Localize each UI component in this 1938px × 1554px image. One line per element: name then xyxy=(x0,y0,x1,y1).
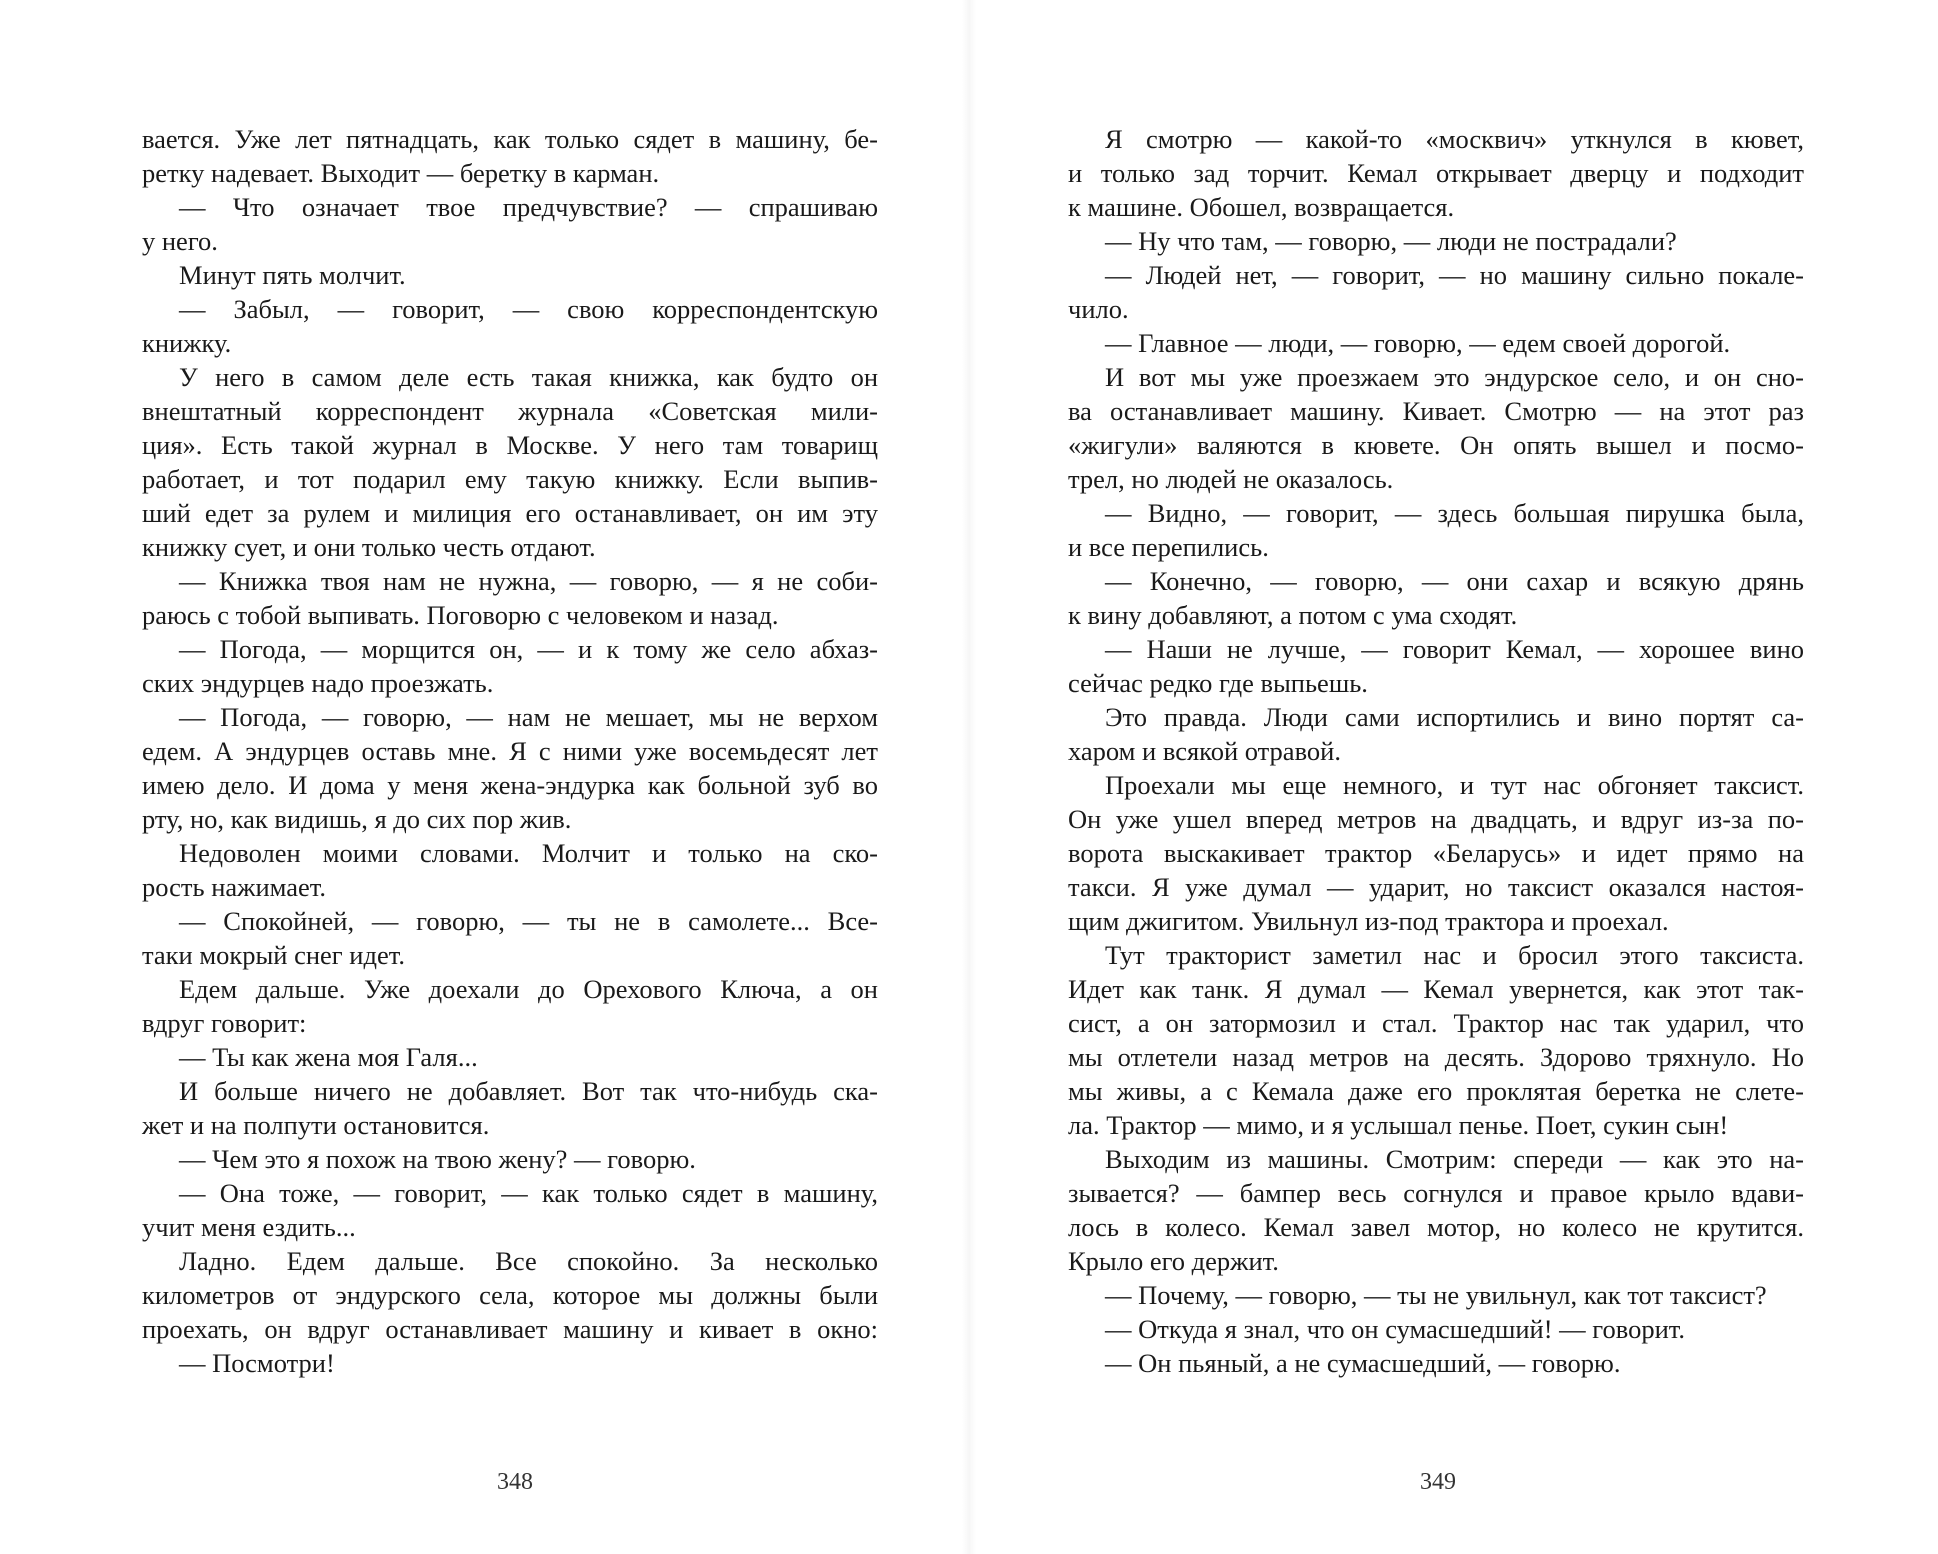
text-line: внештатный корреспондент журнала «Советская мили- xyxy=(142,396,878,426)
text-line: и только зад торчит. Кемал открывает дверцу и подходит xyxy=(1068,158,1804,188)
text-line: — Спокойней, — говорю, — ты не в самолете... Все- xyxy=(179,906,878,936)
text-line: И больше ничего не добавляет. Вот так что-нибудь ска- xyxy=(179,1076,878,1106)
text-line: километров от эндурского села, которое мы должны были xyxy=(142,1280,878,1310)
right-page-text xyxy=(1068,122,1804,1380)
text-line: — Посмотри! xyxy=(179,1348,335,1378)
left-page-text xyxy=(142,122,878,1380)
text-line: такси. Я уже думал — ударит, но таксист оказался настоя- xyxy=(1068,872,1804,902)
text-line: раюсь с тобой выпивать. Поговорю с человеком и назад. xyxy=(142,600,779,630)
text-line: Едем дальше. Уже доехали до Орехового Ключа, а он xyxy=(179,974,878,1004)
text-line: ворота выскакивает трактор «Беларусь» и идет прямо на xyxy=(1068,838,1804,868)
text-line: лось в колесо. Кемал завел мотор, но колесо не крутится. xyxy=(1068,1212,1804,1242)
text-line: — Видно, — говорит, — здесь большая пирушка была, xyxy=(1105,498,1804,528)
text-line: — Что означает твое предчувствие? — спрашиваю xyxy=(179,192,878,222)
text-line: учит меня ездить... xyxy=(142,1212,356,1242)
right-page-number: 349 xyxy=(1420,1469,1456,1495)
text-line: Крыло его держит. xyxy=(1068,1246,1279,1276)
text-line: ретку надевает. Выходит — беретку в карман. xyxy=(142,158,660,188)
text-line: — Ты как жена моя Галя... xyxy=(179,1042,478,1072)
text-line: зывается? — бампер весь согнулся и правое крыло вдави- xyxy=(1068,1178,1804,1208)
text-line: щим джигитом. Увильнул из-под трактора и проехал. xyxy=(1068,906,1669,936)
text-line: Проехали мы еще немного, и тут нас обгоняет таксист. xyxy=(1105,770,1804,800)
text-line: ция». Есть такой журнал в Москве. У него там товарищ xyxy=(142,430,878,460)
text-line: — Книжка твоя нам не нужна, — говорю, — я не соби- xyxy=(179,566,878,596)
text-line: харом и всякой отравой. xyxy=(1068,736,1341,766)
text-line: Он уже ушел вперед метров на двадцать, и вдруг из-за по- xyxy=(1068,804,1804,834)
text-line: — Откуда я знал, что он сумасшедший! — говорит. xyxy=(1105,1314,1685,1344)
text-line: имею дело. И дома у меня жена-эндурка как больной зуб во xyxy=(142,770,878,800)
text-line: Это правда. Люди сами испортились и вино портят са- xyxy=(1105,702,1804,732)
text-line: едем. А эндурцев оставь мне. Я с ними уже восемьдесят лет xyxy=(142,736,878,766)
text-line: Идет как танк. Я думал — Кемал увернется, как этот так- xyxy=(1068,974,1804,1004)
text-line: Недоволен моими словами. Молчит и только на ско- xyxy=(179,838,878,868)
text-line: — Погода, — говорю, — нам не мешает, мы не верхом xyxy=(179,702,878,732)
text-line: ских эндурцев надо проезжать. xyxy=(142,668,494,698)
text-line: рту, но, как видишь, я до сих пор жив. xyxy=(142,804,572,834)
text-line: к машине. Обошел, возвращается. xyxy=(1068,192,1455,222)
text-line: У него в самом деле есть такая книжка, как будто он xyxy=(179,362,878,392)
text-line: сист, а он затормозил и стал. Трактор нас так ударил, что xyxy=(1068,1008,1804,1038)
text-line: Я смотрю — какой-то «москвич» уткнулся в кювет, xyxy=(1105,124,1804,154)
text-line: Тут тракторист заметил нас и бросил этого таксиста. xyxy=(1105,940,1804,970)
text-line: — Она тоже, — говорит, — как только сядет в машину, xyxy=(179,1178,878,1208)
text-line: — Погода, — морщится он, — и к тому же село абхаз- xyxy=(179,634,878,664)
text-line: мы отлетели назад метров на десять. Здорово тряхнуло. Но xyxy=(1068,1042,1804,1072)
text-line: и все перепились. xyxy=(1068,532,1269,562)
text-line: жет и на полпути остановится. xyxy=(142,1110,490,1140)
text-line: Выходим из машины. Смотрим: спереди — как это на- xyxy=(1105,1144,1804,1174)
text-line: вается. Уже лет пятнадцать, как только сядет в машину, бе- xyxy=(142,124,878,154)
text-line: — Наши не лучше, — говорит Кемал, — хорошее вино xyxy=(1105,634,1804,664)
text-line: работает, и тот подарил ему такую книжку. Если выпив- xyxy=(142,464,878,494)
text-line: — Ну что там, — говорю, — люди не пострадали? xyxy=(1105,226,1677,256)
text-line: — Людей нет, — говорит, — но машину сильно покале- xyxy=(1105,260,1804,290)
text-line: мы живы, а с Кемала даже его проклятая беретка не слете- xyxy=(1068,1076,1804,1106)
text-line: «жигули» валяются в кювете. Он опять вышел и посмо- xyxy=(1068,430,1804,460)
text-line: трел, но людей не оказалось. xyxy=(1068,464,1394,494)
text-line: сейчас редко где выпьешь. xyxy=(1068,668,1368,698)
book-gutter xyxy=(962,0,976,1554)
left-page-number: 348 xyxy=(497,1469,533,1495)
text-line: — Забыл, — говорит, — свою корреспондентскую xyxy=(179,294,878,324)
text-line: таки мокрый снег идет. xyxy=(142,940,405,970)
text-line: книжку. xyxy=(142,328,232,358)
text-line: — Чем это я похож на твою жену? — говорю. xyxy=(179,1144,696,1174)
text-line: у него. xyxy=(142,226,218,256)
text-line: — Главное — люди, — говорю, — едем своей дорогой. xyxy=(1105,328,1731,358)
text-line: ва останавливает машину. Кивает. Смотрю — на этот раз xyxy=(1068,396,1804,426)
text-line: Ладно. Едем дальше. Все спокойно. За несколько xyxy=(179,1246,878,1276)
text-line: чило. xyxy=(1068,294,1129,324)
text-line: ла. Трактор — мимо, и я услышал пенье. Поет, сукин сын! xyxy=(1068,1110,1729,1140)
text-line: к вину добавляют, а потом с ума сходят. xyxy=(1068,600,1518,630)
text-line: И вот мы уже проезжаем это эндурское село, и он сно- xyxy=(1105,362,1804,392)
text-line: проехать, он вдруг останавливает машину и кивает в окно: xyxy=(142,1314,878,1344)
text-line: рость нажимает. xyxy=(142,872,326,902)
text-line: — Почему, — говорю, — ты не увильнул, как тот таксист? xyxy=(1105,1280,1767,1310)
text-line: ший едет за рулем и милиция его останавливает, он им эту xyxy=(142,498,878,528)
text-line: — Он пьяный, а не сумасшедший, — говорю. xyxy=(1105,1348,1621,1378)
text-line: вдруг говорит: xyxy=(142,1008,307,1038)
text-line: Минут пять молчит. xyxy=(179,260,406,290)
text-line: книжку сует, и они только честь отдают. xyxy=(142,532,596,562)
text-line: — Конечно, — говорю, — они сахар и всякую дрянь xyxy=(1105,566,1804,596)
